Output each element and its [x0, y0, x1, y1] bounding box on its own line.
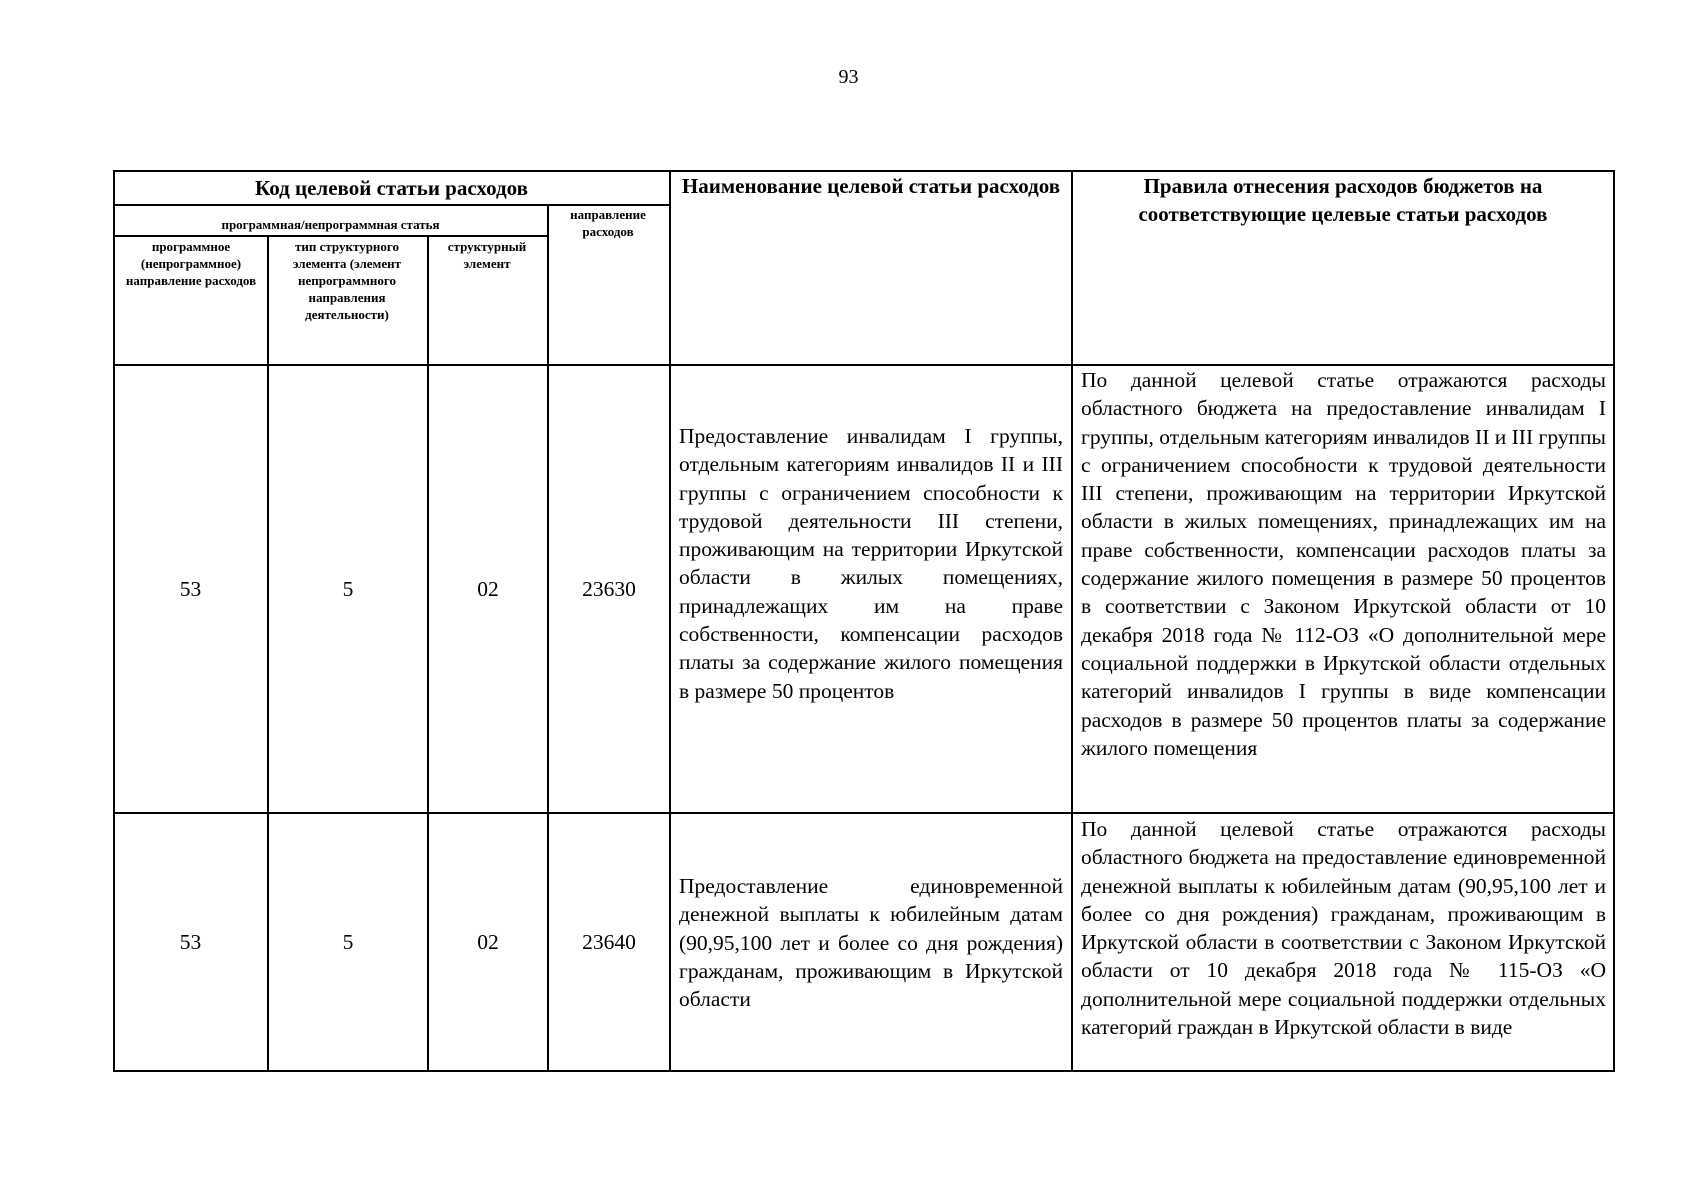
header-structural-type: тип структурного элемента (элемент непрограммного направления деятельности) — [292, 239, 402, 322]
row1-rules-text: По данной целевой статье отражаются расходы областного бюджета на предоставление инвалидам I группы, отдельным категориям инвалидов II и III группы с ограничением способности к трудовой деятельности III степени, проживающим на территории Иркутской области в жилых помещениях, принадлежащих им на праве собственности, компенсации расходов платы за содержание жилого помещения в размере 50 процентов в соответствии с Законом Иркутской области от 10 декабря 2018 года № 112-ОЗ «О дополнительной мере социальной поддержки в Иркутской области отдельных категорий инвалидов I группы в виде компенсации расходов в размере 50 процентов платы за содержание жилого помещения — [1081, 368, 1606, 760]
header-program-direction: программное (непрограммное) направление расходов — [125, 239, 257, 288]
header-code-group: Код целевой статьи расходов — [255, 176, 528, 200]
header-expense-direction: направление расходов — [570, 207, 646, 239]
header-program-group: программная/непрограммная статья — [221, 217, 440, 232]
row1-type-code: 5 — [342, 576, 354, 601]
column-divider — [1071, 170, 1073, 1072]
table-border-bottom — [113, 1070, 1615, 1072]
header-structural-element: структурный элемент — [447, 239, 527, 271]
row2-article-name: Предоставление единовременной денежной выплаты к юбилейным датам (90,95,100 лет и более со дня рождения) гражданам, проживающим в Иркутской области — [679, 874, 1063, 1012]
row2-element-code: 02 — [477, 929, 499, 954]
header-article-name: Наименование целевой статьи расходов — [681, 174, 1061, 198]
row2-program-code: 53 — [179, 929, 202, 954]
row1-article-name: Предоставление инвалидам I группы, отдельным категориям инвалидов II и III группы с ограничением способности к трудовой деятельности III степени, проживающим на территории Иркутской области в жилых помещениях, принадлежащих им на праве собственности, компенсации расходов платы за содержание жилого помещения в размере 50 процентов — [679, 424, 1063, 703]
header-row-divider — [113, 235, 548, 237]
row2-type-code: 5 — [342, 929, 354, 954]
header-rules: Правила отнесения расходов бюджетов на соответствующие целевые статьи расходов — [1138, 174, 1548, 226]
row1-element-code: 02 — [477, 576, 499, 601]
row2-direction-code: 23640 — [582, 929, 636, 954]
budget-code-table — [113, 170, 1615, 1072]
page-number: 93 — [838, 66, 859, 88]
row1-direction-code: 23630 — [582, 576, 636, 601]
row2-rules-text: По данной целевой статье отражаются расходы областного бюджета на предоставление единовременной денежной выплаты к юбилейным датам (90,95,100 лет и более со дня рождения) гражданам, проживающим в Иркутской области в соответствии с Законом Иркутской области от 10 декабря 2018 года № 115-ОЗ «О дополнительной мере социальной поддержки отдельных категорий граждан в Иркутской области в виде — [1081, 817, 1606, 1040]
table-border-right — [1613, 170, 1615, 1072]
row1-program-code: 53 — [179, 576, 202, 601]
